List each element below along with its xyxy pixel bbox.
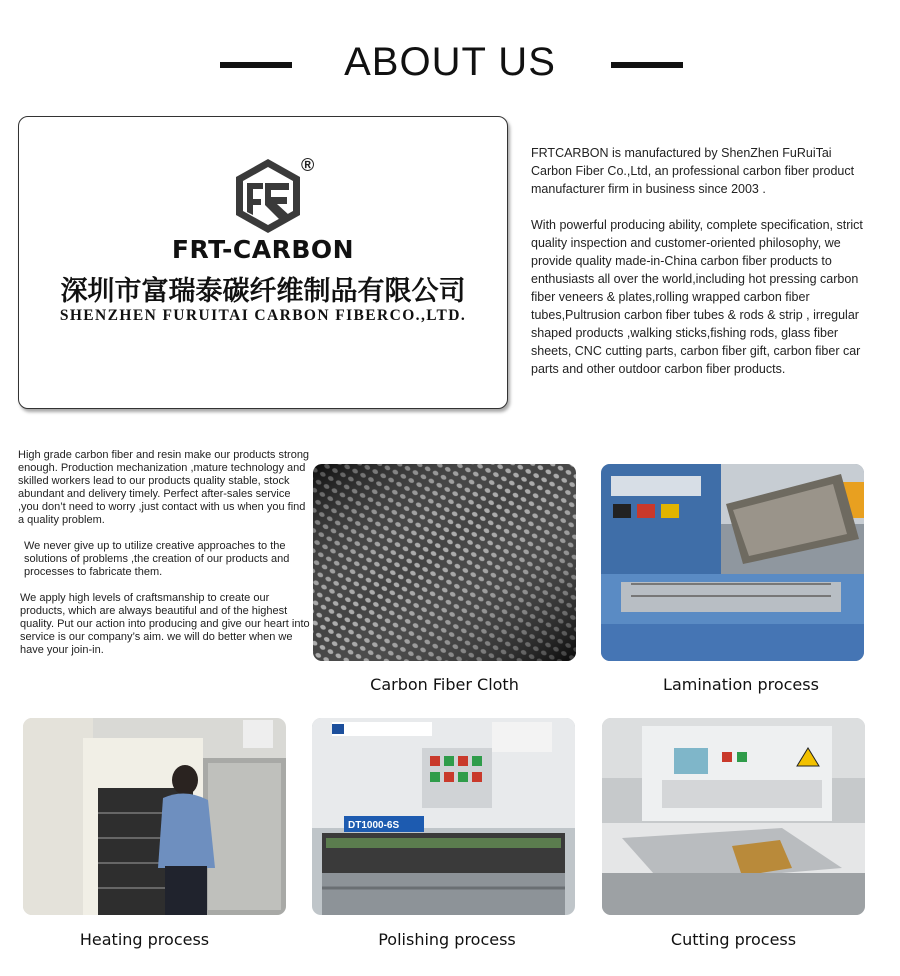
caption-heating-process: Heating process [79,930,210,949]
company-logo-card [18,116,508,409]
description-paragraph: We never give up to utilize creative approaches to the solutions of problems ,the creation of our products and processes to fabricate them. [24,540,290,578]
registered-mark: ® [301,155,315,175]
cutting-process-photo [602,718,865,915]
frt-logo-icon [233,157,303,235]
heating-process-photo [23,718,286,915]
company-name-chinese: 深圳市富瑞泰碳纤维制品有限公司 [60,276,466,307]
brand-name: FRT-CARBON [171,235,355,264]
caption-polishing-process: Polishing process [378,930,516,949]
caption-cutting-process: Cutting process [670,930,797,949]
machine-model-label: DT1000-6S [348,820,400,831]
heading-divider-left [220,62,292,68]
caption-lamination-process: Lamination process [663,675,819,694]
intro-paragraph: FRTCARBON is manufactured by ShenZhen FuRuiTai Carbon Fiber Co.,Ltd, an professional carbon fiber product manufacturer firm in business since 2003 . [531,146,855,196]
carbon-fiber-cloth-photo [313,464,576,661]
description-paragraph: High grade carbon fiber and resin make our products strong enough. Production mechanization ,mature technology and skilled workers lead to our products quality stable, stock abundant and delivery timely. Perfect after-sales service ,you don’t need to worry ,just contact with us when you find a quality problem. [18,449,310,526]
company-description [18,449,310,670]
description-paragraph: We apply high levels of craftsmanship to create our products, which are always beautiful and of the highest quality. Put our action into producing and give our heart into service is our company’s aim. we will do better when we have your join-in. [20,592,310,656]
company-intro [531,144,876,396]
company-name-english: SHENZHEN FURUITAI CARBON FIBERCO.,LTD. [59,307,467,324]
caption-carbon-fiber-cloth: Carbon Fiber Cloth [370,675,519,694]
intro-paragraph: With powerful producing ability, complete specification, strict quality inspection and customer-oriented philosophy, we provide quality made-in-China carbon fiber products to enthusiasts all over the world,including hot pressing carbon fiber veneers & plates,rolling wrapped carbon fiber tubes,Pultrusion carbon fiber tubes & rods & strip , irregular shaped products ,walking sticks,fishing rods, glass fiber sheets, CNC cutting parts, carbon fiber gift, carbon fiber car parts and other outdoor carbon fiber products. [531,218,863,376]
polishing-process-photo [312,718,575,915]
page-title: ABOUT US [344,40,556,84]
lamination-process-photo [601,464,864,661]
heading-divider-right [611,62,683,68]
